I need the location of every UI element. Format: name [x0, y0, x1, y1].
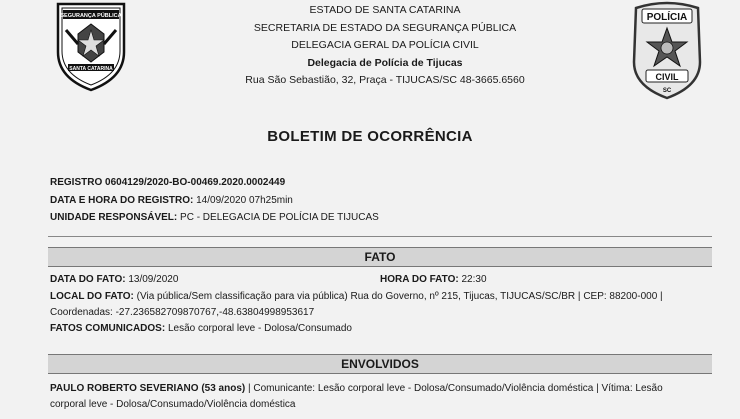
hora-fato-line — [380, 274, 487, 286]
data-hora-registro-label: DATA E HORA DO REGISTRO: — [50, 195, 194, 206]
envolvido-name: PAULO ROBERTO SEVERIANO (53 anos) — [50, 383, 246, 394]
header-delegacia-geral: DELEGACIA GERAL DA POLÍCIA CIVIL — [291, 39, 479, 51]
envolvidos-section-heading: ENVOLVIDOS — [48, 354, 712, 374]
envolvido-line-1 — [50, 383, 663, 395]
header-state: ESTADO DE SANTA CATARINA — [309, 4, 461, 16]
policia-civil-badge-icon — [628, 0, 706, 100]
hora-fato-value: 22:30 — [461, 274, 487, 285]
data-fato-line — [50, 274, 178, 286]
fatos-comunicados-line — [50, 323, 352, 335]
badge-right-top-text: POLÍCIA — [646, 12, 688, 23]
document-title: BOLETIM DE OCORRÊNCIA — [267, 128, 473, 145]
badge-right-bottom-text: CIVIL — [655, 72, 679, 82]
badge-left-bottom-text: SANTA CATARINA — [69, 66, 113, 72]
local-fato-line — [50, 291, 663, 303]
unidade-line — [50, 212, 379, 224]
coordenadas-line: Coordenadas: -27.236582709870767,-48.63804998953617 — [50, 307, 315, 318]
envolvido-roles: | Comunicante: Lesão corporal leve - Dolosa/Consumado/Violência doméstica | Vítima: Lesão — [245, 383, 663, 394]
header-secretariat: SECRETARIA DE ESTADO DA SEGURANÇA PÚBLICA — [253, 21, 517, 34]
hora-fato-label: HORA DO FATO: — [380, 274, 459, 285]
registro-label: REGISTRO — [50, 177, 103, 188]
header-address: Rua São Sebastião, 32, Praça - TIJUCAS/SC 48-3665.6560 — [245, 74, 525, 86]
data-fato-label: DATA DO FATO: — [50, 274, 126, 285]
envolvido-line-2: corporal leve - Dolosa/Consumado/Violência doméstica — [50, 399, 296, 410]
seguranca-publica-badge-icon — [52, 0, 130, 92]
local-fato-value: (Via pública/Sem classificação para via pública) Rua do Governo, nº 215, Tijucas, TIJUCAS/SC/BR | CEP: 88200-000 | — [136, 291, 663, 302]
local-fato-label: LOCAL DO FATO: — [50, 291, 134, 302]
registro-value: 0604129/2020-BO-00469.2020.0002449 — [105, 177, 286, 188]
data-fato-value: 13/09/2020 — [128, 274, 179, 285]
badge-right-state-text: SC — [662, 88, 672, 94]
unidade-label: UNIDADE RESPONSÁVEL: — [50, 212, 178, 223]
unidade-value: PC - DELEGACIA DE POLÍCIA DE TIJUCAS — [180, 212, 379, 223]
fatos-comunicados-label: FATOS COMUNICADOS: — [50, 323, 166, 334]
fato-section-heading: FATO — [48, 247, 712, 267]
badge-left-top-text: SEGURANÇA PÚBLICA — [60, 13, 122, 19]
data-hora-registro-line — [50, 195, 293, 207]
header-delegacia: Delegacia de Polícia de Tijucas — [307, 56, 463, 69]
data-hora-registro-value: 14/09/2020 07h25min — [196, 195, 293, 206]
divider-top — [48, 236, 712, 237]
header-block — [235, 2, 535, 90]
fatos-comunicados-value: Lesão corporal leve - Dolosa/Consumado — [167, 323, 352, 334]
registro-line — [50, 177, 285, 189]
